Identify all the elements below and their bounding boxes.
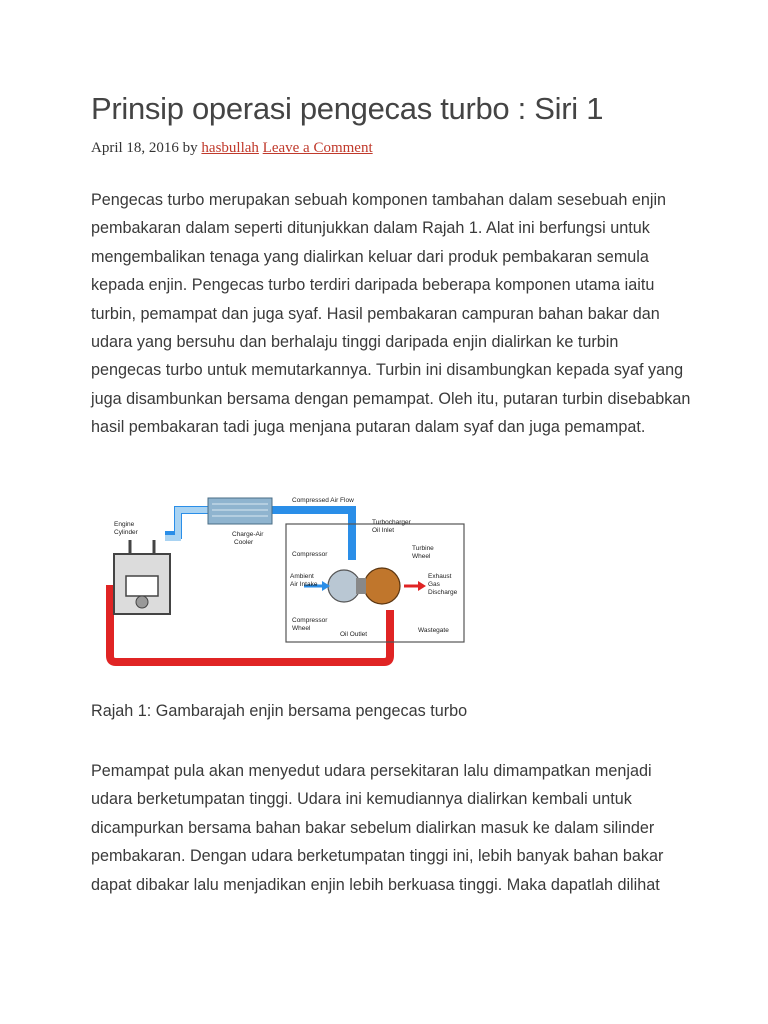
post-date: April 18, 2016 — [91, 140, 179, 156]
article-title: Prinsip operasi pengecas turbo : Siri 1 — [91, 91, 604, 126]
turbine-wheel-icon — [364, 568, 400, 604]
paragraph-compressor: Pemampat pula akan menyedut udara persekitaran lalu dimampatkan menjadi udara berketumpatan tinggi. Udara ini kemudiannya dialirkan kembali untuk dicampurkan bersama bahan bakar sebelum dialirkan masuk ke dalam silinder pembakaran. Dengan udara berketumpatan tinggi ini, lebih banyak bahan bakar dapat dibakar lalu menjadikan enjin lebih berkuasa tinggi. Maka dapatlah dilihat — [91, 762, 664, 894]
label-exhaust-1: Exhaust — [428, 573, 452, 580]
label-ambient-1: Ambient — [290, 573, 314, 580]
turbocharger-diagram — [100, 490, 470, 666]
label-turbocharger: Turbocharger — [372, 519, 411, 526]
label-compressor: Compressor — [292, 551, 328, 558]
label-ambient-2: Air Intake — [290, 581, 318, 588]
label-charge-air-cooler-2: Cooler — [234, 539, 254, 546]
post-meta — [91, 140, 373, 157]
label-exhaust-2: Gas — [428, 581, 440, 588]
label-engine-cylinder-2: Cylinder — [114, 529, 138, 536]
label-compressor-wheel-1: Compressor — [292, 617, 328, 624]
label-wastegate: Wastegate — [418, 627, 449, 634]
label-charge-air-cooler-1: Charge-Air — [232, 531, 264, 538]
label-compressed-air-flow: Compressed Air Flow — [292, 497, 354, 504]
post-by: by — [182, 140, 198, 156]
compressor-wheel-icon — [328, 570, 360, 602]
paragraph-intro: Pengecas turbo merupakan sebuah komponen tambahan dalam sesebuah enjin pembakaran dalam seperti ditunjukkan dalam Rajah 1. Alat ini berfungsi untuk mengembalikan tenaga yang dialirkan keluar dari produk pembakaran semula kepada enjin. Pengecas turbo terdiri daripada beberapa komponen utama iaitu turbin, pemampat dan juga syaf. Hasil pembakaran campuran bahan bakar dan udara yang bersuhu dan berhalaju tinggi daripada enjin dialirkan ke turbin pengecas turbo untuk memutarkannya. Turbin ini disambungkan kepada syaf yang juga disambunkan bersama dengan pemampat. Oleh itu, putaran turbin disebabkan hasil pembakaran tadi juga menjana putaran dalam syaf dan juga pemampat. — [91, 191, 691, 437]
label-oil-inlet: Oil Inlet — [372, 527, 395, 534]
label-engine-cylinder-1: Engine — [114, 521, 135, 528]
label-compressor-wheel-2: Wheel — [292, 625, 311, 632]
label-exhaust-3: Discharge — [428, 589, 458, 596]
label-turbine-wheel-2: Wheel — [412, 553, 431, 560]
turbocharger-diagram-svg — [100, 490, 470, 666]
leave-comment-link[interactable]: Leave a Comment — [262, 140, 373, 156]
label-oil-outlet: Oil Outlet — [340, 631, 368, 638]
charge-air-cooler-icon — [208, 498, 272, 524]
label-turbine-wheel-1: Turbine — [412, 545, 434, 552]
author-link[interactable]: hasbullah — [201, 140, 259, 156]
figure-caption: Rajah 1: Gambarajah enjin bersama pengecas turbo — [91, 702, 468, 720]
